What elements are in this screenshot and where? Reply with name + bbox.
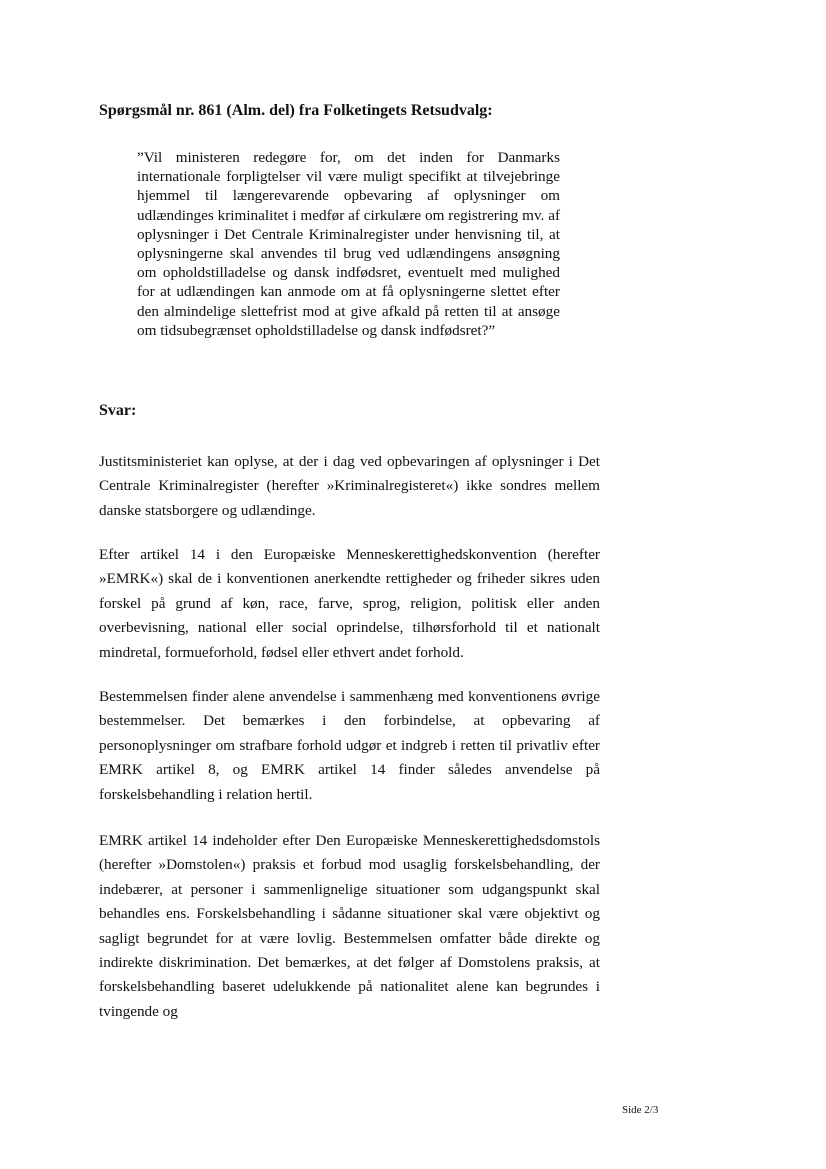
- answer-paragraph-2: Efter artikel 14 i den Europæiske Menneskerettighedskonvention (herefter »EMRK«) skal de i konventionen anerkendte rettigheder og friheder sikres uden forskel på grund af køn, race, farve, sprog, religion, politisk eller anden overbevisning, national eller social oprindelse, tilhørsforhold til et nationalt mindretal, formueforhold, fødsel eller ethvert andet forhold.: [99, 546, 600, 661]
- question-quote: ”Vil ministeren redegøre for, om det inden for Danmarks internationale forpligtelser vil være muligt specifikt at tilvejebringe hjemmel til længerevarende opbevaring af oplysninger om udlændinges kriminalitet i medfør af cirkulære om registrering mv. af oplysninger i Det Centrale Kriminalregister under henvisning til, at oplysningerne skal anvendes til brug ved udlændingens ansøgning om opholdstilladelse og dansk indfødsret, eventuelt med mulighed for at udlændingen kan anmode om at få oplysningerne slettet efter den almindelige slettefrist mod at give afkald på retten til at ansøge om tidsubegrænset opholdstilladelse og dansk indfødsret?”: [137, 149, 560, 339]
- page-number: Side 2/3: [622, 1104, 659, 1116]
- answer-paragraph-1: Justitsministeriet kan oplyse, at der i dag ved opbevaringen af oplysninger i Det Centrale Kriminalregister (herefter »Kriminalregisteret«) ikke sondres mellem danske statsborgere og udlændinge.: [99, 453, 600, 519]
- answer-paragraph-3: Bestemmelsen finder alene anvendelse i sammenhæng med konventionens øvrige bestemmelser. Det bemærkes i den forbindelse, at opbevaring af personoplysninger om strafbare forhold udgør et indgreb i retten til privatliv efter EMRK artikel 8, og EMRK artikel 14 finder således anvendelse på forskelsbehandling i relation hertil.: [99, 688, 600, 803]
- answer-paragraph-4: EMRK artikel 14 indeholder efter Den Europæiske Menneskerettighedsdomstols (herefter »Domstolen«) praksis et forbud mod usaglig forskelsbehandling, der indebærer, at personer i sammenlignelige situationer som udgangspunkt skal behandles ens. Forskelsbehandling i sådanne situationer skal være objektivt og sagligt begrundet for at være lovlig. Bestemmelsen omfatter både direkte og indirekte diskrimination. Det bemærkes, at det følger af Domstolens praksis, at forskelsbehandling baseret udelukkende på nationalitet alene kan begrundes i tvingende og: [99, 832, 600, 1020]
- document-heading: Spørgsmål nr. 861 (Alm. del) fra Folketingets Retsudvalg:: [99, 102, 493, 119]
- answer-heading: Svar:: [99, 402, 137, 419]
